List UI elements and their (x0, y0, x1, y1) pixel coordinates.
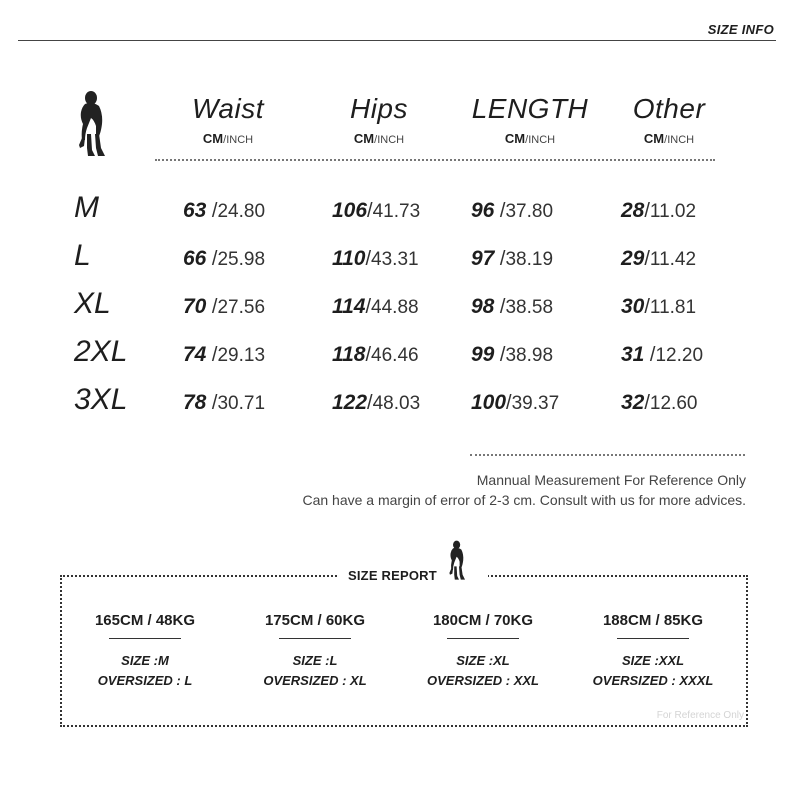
cell-3xl-waist: 78 /30.71 (183, 391, 266, 414)
report-underline (617, 638, 689, 639)
report-oversized: OVERSIZED : XXL (427, 673, 539, 688)
report-size: SIZE :M (121, 653, 169, 668)
report-height-weight: 165CM / 48KG (94, 612, 196, 629)
page-title: SIZE INFO (707, 22, 774, 37)
report-item (568, 612, 738, 691)
cell-l-length: 97 /38.19 (471, 247, 554, 270)
header-dotted-divider (155, 159, 715, 161)
cell-m-other: 28/11.02 (621, 199, 697, 222)
cell-m-waist: 63 /24.80 (183, 199, 266, 222)
cell-3xl-other: 32/12.60 (621, 391, 698, 414)
report-height-weight: 175CM / 60KG (264, 612, 366, 629)
note-dotted-divider (470, 454, 745, 456)
report-height-weight: 180CM / 70KG (432, 612, 534, 629)
cell-l-other: 29/11.42 (621, 247, 697, 270)
cell-3xl-length: 100/39.37 (471, 391, 560, 414)
report-height-weight: 188CM / 85KG (602, 612, 704, 629)
report-oversized: OVERSIZED : XL (263, 673, 367, 688)
size-label-l: L (74, 239, 91, 272)
cell-m-hips: 106/41.73 (332, 199, 421, 222)
cell-2xl-waist: 74 /29.13 (183, 343, 266, 366)
column-header-hips: Hips CM/INCH (349, 93, 408, 146)
size-report-title: SIZE REPORT (348, 568, 437, 583)
cell-xl-other: 30/11.81 (621, 295, 697, 318)
size-label-2xl: 2XL (74, 335, 128, 368)
cell-l-hips: 110/43.31 (332, 247, 419, 270)
report-size: SIZE :XXL (621, 653, 685, 668)
column-header-length: LENGTH CM/INCH (471, 93, 589, 146)
margin-note: Can have a margin of error of 2-3 cm. Consult with us for more advices. (302, 492, 746, 508)
cell-xl-waist: 70 /27.56 (183, 295, 266, 318)
size-label-xl: XL (74, 287, 111, 320)
cell-l-waist: 66 /25.98 (183, 247, 266, 270)
cell-3xl-hips: 122/48.03 (332, 391, 421, 414)
report-item (60, 612, 230, 691)
measurement-note: Mannual Measurement For Reference Only (476, 472, 746, 488)
cell-2xl-other: 31 /12.20 (621, 343, 704, 366)
report-underline (279, 638, 351, 639)
size-label-3xl: 3XL (74, 383, 128, 416)
column-header-other: Other CM/INCH (632, 93, 706, 146)
report-size: SIZE :L (292, 653, 338, 668)
cell-m-length: 96 /37.80 (471, 199, 554, 222)
report-oversized: OVERSIZED : L (97, 673, 193, 688)
gorilla-figure-icon (445, 540, 467, 582)
report-size: SIZE :XL (456, 653, 510, 668)
gorilla-figure-icon (72, 90, 108, 160)
size-label-m: M (74, 191, 99, 224)
report-underline (109, 638, 181, 639)
report-oversized: OVERSIZED : XXXL (592, 673, 714, 688)
cell-2xl-hips: 118/46.46 (332, 343, 419, 366)
report-item (230, 612, 400, 691)
report-item (398, 612, 568, 691)
header-divider (18, 40, 776, 41)
report-footnote: For Reference Only (656, 710, 744, 721)
column-header-waist: Waist CM/INCH (192, 93, 264, 146)
cell-2xl-length: 99 /38.98 (471, 343, 554, 366)
report-underline (447, 638, 519, 639)
cell-xl-hips: 114/44.88 (332, 295, 419, 318)
cell-xl-length: 98 /38.58 (471, 295, 554, 318)
